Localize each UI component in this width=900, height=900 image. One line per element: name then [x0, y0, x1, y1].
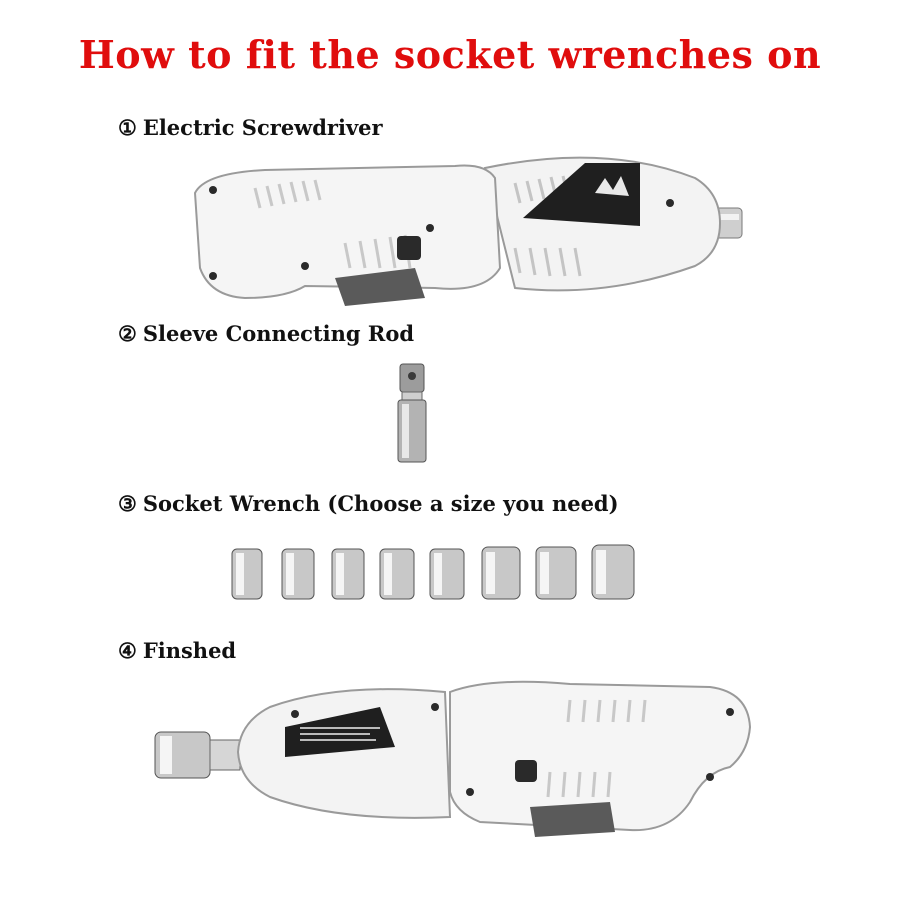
step-4-number: ④ — [118, 638, 137, 663]
step-1-label: Electric Screwdriver — [142, 115, 383, 140]
direction-switch — [397, 236, 421, 260]
step-2-number: ② — [118, 321, 137, 346]
socket-4 — [380, 549, 414, 599]
socket-5 — [430, 549, 464, 599]
step-1-heading — [118, 115, 383, 140]
trigger — [530, 802, 615, 837]
socket-3 — [332, 549, 364, 599]
sleeve-connecting-rod-image — [392, 362, 432, 467]
step-1-number: ① — [118, 115, 137, 140]
socket-2 — [282, 549, 314, 599]
step-3-label: Socket Wrench (Choose a size you need) — [142, 491, 619, 516]
electric-screwdriver-image — [185, 148, 755, 318]
step-4-label: Finshed — [142, 638, 237, 663]
socket-wrench-set-image — [230, 543, 640, 605]
front-housing — [238, 689, 450, 818]
socket-1 — [232, 549, 262, 599]
socket-7 — [536, 547, 576, 599]
step-2-label: Sleeve Connecting Rod — [142, 321, 415, 346]
direction-switch — [515, 760, 537, 782]
finished-screwdriver-image — [150, 672, 760, 852]
socket-8 — [592, 545, 634, 599]
step-2-heading — [118, 321, 414, 346]
socket-6 — [482, 547, 520, 599]
step-4-heading — [118, 638, 236, 663]
step-3-heading — [118, 491, 619, 516]
page-title: How to fit the socket wrenches on — [78, 32, 822, 77]
step-3-number: ③ — [118, 491, 137, 516]
